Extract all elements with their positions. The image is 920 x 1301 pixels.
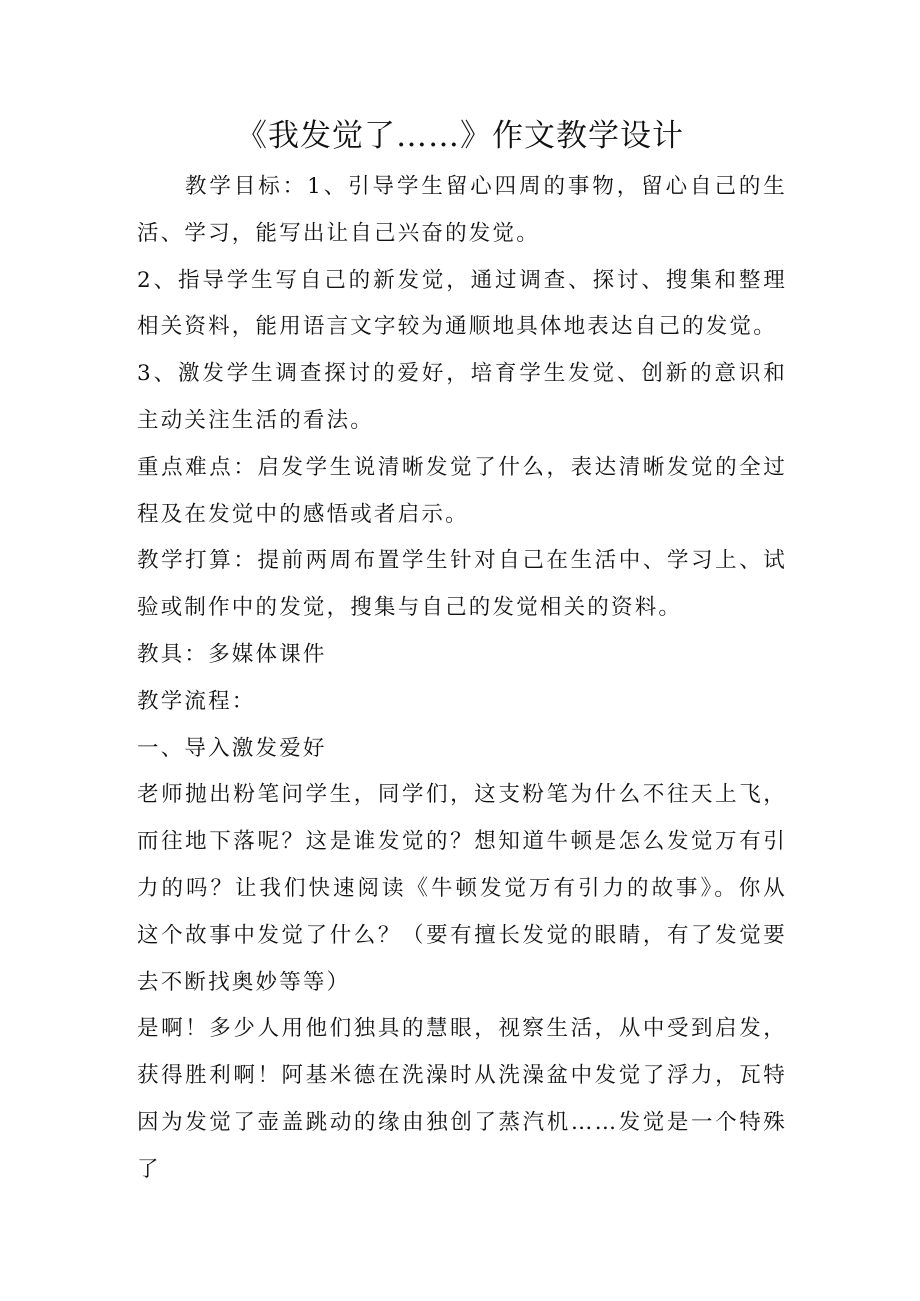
paragraph-teaching-process-heading: 教学流程： [137, 688, 256, 714]
paragraph-key-difficulties: 重点难点：启发学生说清晰发觉了什么，表达清晰发觉的全过程及在发觉中的感悟或者启示。 [137, 454, 787, 527]
paragraph-teaching-aids: 教具：多媒体课件 [137, 641, 327, 667]
paragraph-discovery-examples: 是啊！多少人用他们独具的慧眼，视察生活，从中受到启发，获得胜利啊！阿基米德在洗澡时从洗澡盆中发觉了浮力，瓦特因为发觉了壶盖跳动的缘由独创了蒸汽机……发觉是一个特殊了 [137, 1016, 787, 1182]
paragraph-teaching-goal-3: 3、激发学生调查探讨的爱好，培育学生发觉、创新的意识和主动关注生活的看法。 [137, 361, 787, 433]
paragraph-teaching-preparation: 教学打算：提前两周布置学生针对自己在生活中、学习上、试验或制作中的发觉，搜集与自己的发觉相关的资料。 [137, 548, 787, 621]
paragraph-teaching-goal-1: 教学目标：1、引导学生留心四周的事物，留心自己的生活、学习，能写出让自己兴奋的发觉。 [137, 174, 787, 246]
section-heading-introduction: 一、导入激发爱好 [137, 735, 327, 761]
paragraph-teaching-goal-2: 2、指导学生写自己的新发觉，通过调查、探讨、搜集和整理相关资料，能用语言文字较为通顺地具体地表达自己的发觉。 [137, 267, 787, 340]
paragraph-chalk-question: 老师抛出粉笔问学生，同学们，这支粉笔为什么不往天上飞，而往地下落呢？这是谁发觉的？想知道牛顿是怎么发觉万有引力的吗？让我们快速阅读《牛顿发觉万有引力的故事》。你从这个故事中发觉了什么？（要有擅长发觉的眼睛，有了发觉要去不断找奥妙等等） [137, 782, 787, 995]
document-body [137, 164, 787, 1194]
document-title: 《我发觉了……》作文教学设计 [236, 118, 684, 154]
